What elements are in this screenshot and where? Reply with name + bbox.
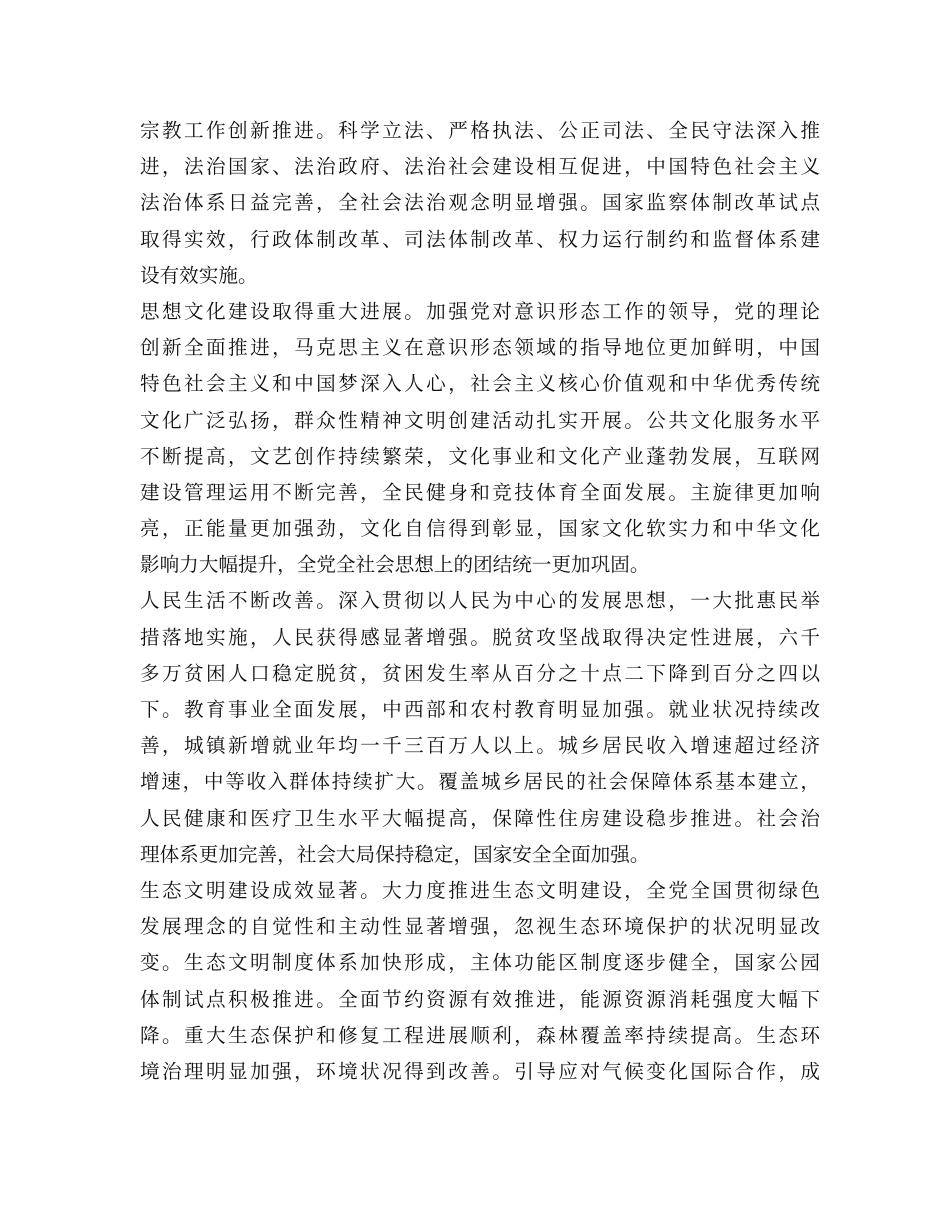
text-line: 人民生活不断改善。深入贯彻以人民为中心的发展思想，一大批惠民举 [140,589,820,613]
text-line: 宗教工作创新推进。科学立法、严格执法、公正司法、全民守法深入推 [140,119,820,142]
text-line: 多万贫困人口稳定脱贫，贫困发生率从百分之十点二下降到百分之四以 [140,661,820,685]
text-line: 影响力大幅提升，全党全社会思想上的团结统一更加巩固。 [140,553,650,577]
text-line: 不断提高，文艺创作持续繁荣，文化事业和文化产业蓬勃发展，互联网 [140,444,820,468]
text-line: 取得实效，行政体制改革、司法体制改革、权力运行制约和监督体系建 [140,227,820,251]
text-line: 法治体系日益完善，全社会法治观念明显增强。国家监察体制改革试点 [140,191,820,215]
text-line: 降。重大生态保护和修复工程进展顺利，森林覆盖率持续提高。生态环 [140,1023,820,1047]
text-line: 亮，正能量更加强劲，文化自信得到彰显，国家文化软实力和中华文化 [140,517,820,541]
text-line: 建设管理运用不断完善，全民健身和竞技体育全面发展。主旋律更加响 [140,480,820,504]
paragraph-culture [140,294,820,584]
text-line: 进，法治国家、法治政府、法治社会建设相互促进，中国特色社会主义 [140,155,820,179]
text-line: 设有效实施。 [140,263,258,287]
text-line: 善，城镇新增就业年均一千三百万人以上。城乡居民收入增速超过经济 [140,734,820,758]
text-line: 境治理明显加强，环境状况得到改善。引导应对气候变化国际合作，成 [140,1059,820,1083]
text-line: 生态文明建设成效显著。大力度推进生态文明建设，全党全国贯彻绿色 [140,878,820,902]
paragraph-livelihood [140,583,820,873]
text-line: 思想文化建设取得重大进展。加强党对意识形态工作的领导，党的理论 [140,299,820,323]
paragraph-rule-of-law [140,113,820,294]
text-line: 人民健康和医疗卫生水平大幅提高，保障性住房建设稳步推进。社会治 [140,806,820,830]
text-line: 下。教育事业全面发展，中西部和农村教育明显加强。就业状况持续改 [140,698,820,721]
paragraph-ecology [140,873,820,1090]
document-body [140,113,820,1090]
text-line: 文化广泛弘扬，群众性精神文明创建活动扎实开展。公共文化服务水平 [140,408,820,432]
text-line: 发展理念的自觉性和主动性显著增强，忽视生态环境保护的状况明显改 [140,915,820,939]
text-line: 变。生态文明制度体系加快形成，主体功能区制度逐步健全，国家公园 [140,951,820,975]
text-line: 特色社会主义和中国梦深入人心，社会主义核心价值观和中华优秀传统 [140,372,820,396]
text-line: 理体系更加完善，社会大局保持稳定，国家安全全面加强。 [140,842,650,866]
text-line: 增速，中等收入群体持续扩大。覆盖城乡居民的社会保障体系基本建立， [140,770,820,794]
text-line: 措落地实施，人民获得感显著增强。脱贫攻坚战取得决定性进展，六千 [140,625,820,649]
text-line: 体制试点积极推进。全面节约资源有效推进，能源资源消耗强度大幅下 [140,987,820,1011]
text-line: 创新全面推进，马克思主义在意识形态领域的指导地位更加鲜明，中国 [140,336,820,360]
